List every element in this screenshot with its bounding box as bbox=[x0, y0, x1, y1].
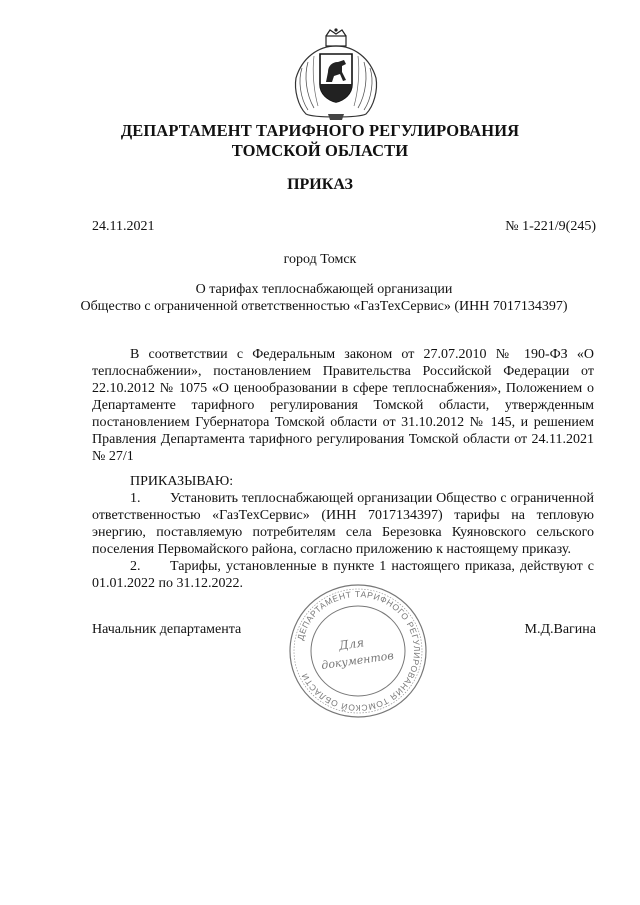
department-header bbox=[60, 121, 580, 161]
item-number: 2. bbox=[130, 559, 141, 574]
subject-line1: О тарифах теплоснабжающей организации bbox=[195, 282, 453, 297]
stamp-center-line2: документов bbox=[320, 649, 395, 673]
item-text: Установить теплоснабжающей организации Общество с ограниченной ответственностью «ГазТехСервис» (ИНН 7017134397) тарифы на тепловую энергию, поставляемую потребителям села Березовка Куяновского сельского поселения Первомайского района, согласно приложению к настоящему приказу. bbox=[92, 491, 594, 557]
item-text: Тарифы, установленные в пункте 1 настоящего приказа, действуют с 01.01.2022 по 31.12.2022. bbox=[92, 559, 594, 591]
department-name-line2: ТОМСКОЙ ОБЛАСТИ bbox=[231, 141, 409, 160]
city-name: город Томск bbox=[283, 252, 357, 267]
order-subject bbox=[60, 281, 588, 315]
official-stamp bbox=[286, 582, 430, 720]
order-title: ПРИКАЗ bbox=[287, 176, 353, 193]
preamble-paragraph: В соответствии с Федеральным законом от 27.07.2010 № 190-ФЗ «О теплоснабжении», постановлением Правительства Российской Федерации от 22.10.2012 № 1075 «О ценообразовании в сфере теплоснабжения», Положением о Департаменте тарифного регулирования Томской области, утвержденным постановлением Губернатора Томской области от 31.10.2012 № 145, и решением Правления Департамента тарифного регулирования Томской области от 24.11.2021 № 27/1 bbox=[92, 347, 594, 464]
signatory-position: Начальник департамента bbox=[92, 622, 242, 637]
tomsk-coat-of-arms-icon bbox=[288, 28, 384, 122]
department-name-line1: ДЕПАРТАМЕНТ ТАРИФНОГО РЕГУЛИРОВАНИЯ bbox=[120, 121, 520, 140]
order-directive: ПРИКАЗЫВАЮ: bbox=[130, 474, 234, 489]
signatory-name: М.Д.Вагина bbox=[524, 622, 596, 637]
item-number: 1. bbox=[130, 491, 141, 506]
subject-line2: Общество с ограниченной ответственностью «ГазТехСервис» (ИНН 7017134397) bbox=[80, 299, 568, 314]
order-date: 24.11.2021 bbox=[92, 219, 155, 234]
stamp-ring-text: ДЕПАРТАМЕНТ ТАРИФНОГО РЕГУЛИРОВАНИЯ ТОМСКОЙ ОБЛАСТИ bbox=[295, 588, 423, 714]
order-number: № 1-221/9(245) bbox=[505, 219, 596, 234]
list-item bbox=[92, 490, 594, 558]
stamp-center-line1: Для bbox=[337, 635, 365, 653]
